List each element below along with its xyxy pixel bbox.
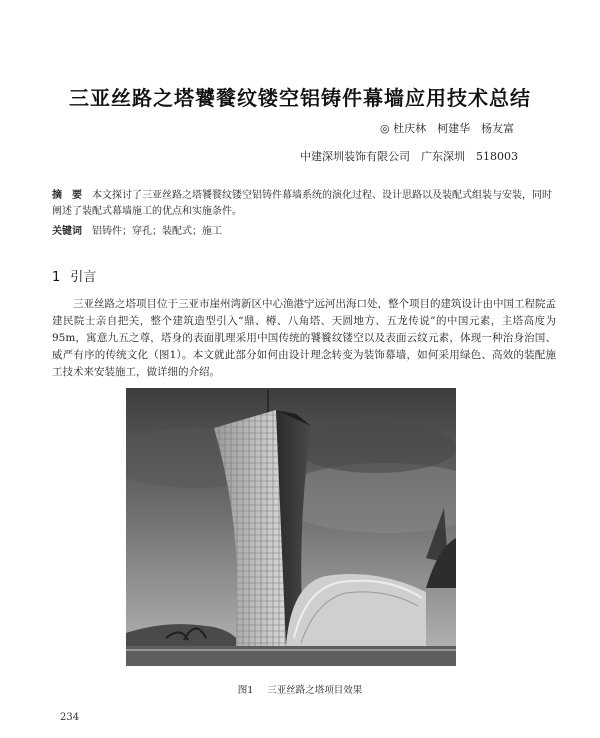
authors: ◎ 杜庆林 柯建华 杨友富 [380,122,515,135]
figure-caption-text: 三亚丝路之塔项目效果 [267,685,363,696]
figure-tower-photo [126,388,456,666]
section-title: 引言 [70,270,97,285]
figure-number: 图1 [237,685,254,696]
affiliation: 中建深圳装饰有限公司 广东深圳 518003 [300,150,518,163]
figure-caption [0,682,600,696]
keywords-text: 铝铸件；穿孔；装配式；施工 [92,226,222,237]
abstract-text: 本文探讨了三亚丝路之塔饕餮纹镂空铝铸件幕墙系统的演化过程、设计思路以及装配式组装与安装，同时阐述了装配式幕墙施工的优点和实施条件。 [52,190,552,217]
abstract-label: 摘 要 [52,190,82,201]
keywords-label: 关键词 [52,226,82,237]
tower-illustration [126,388,456,666]
paper-title: 三亚丝路之塔饕餮纹镂空铝铸件幕墙应用技术总结 [69,86,531,110]
abstract [52,188,552,220]
section-heading [52,266,96,285]
section-number: 1 [52,270,61,285]
keywords [52,224,552,240]
page-number: 234 [60,712,80,723]
body-paragraph: 三亚丝路之塔项目位于三亚市崖州湾新区中心渔港宁远河出海口处，整个项目的建筑设计由中国工程院孟建民院士亲自把关，整个建筑造型引入“鼎、樽、八角塔、天圆地方、五龙传说”的中国元素，主塔高度为95m，寓意九五之尊，塔身的表面肌理采用中国传统的饕餮纹镂空以及表面云纹元素，体现一种治身治国、威严有序的传统文化（图1）。本文就此部分如何由设计理念转变为装饰幕墙，如何采用绿色、高效的装配施工技术来安装施工，做详细的介绍。 [52,298,556,378]
